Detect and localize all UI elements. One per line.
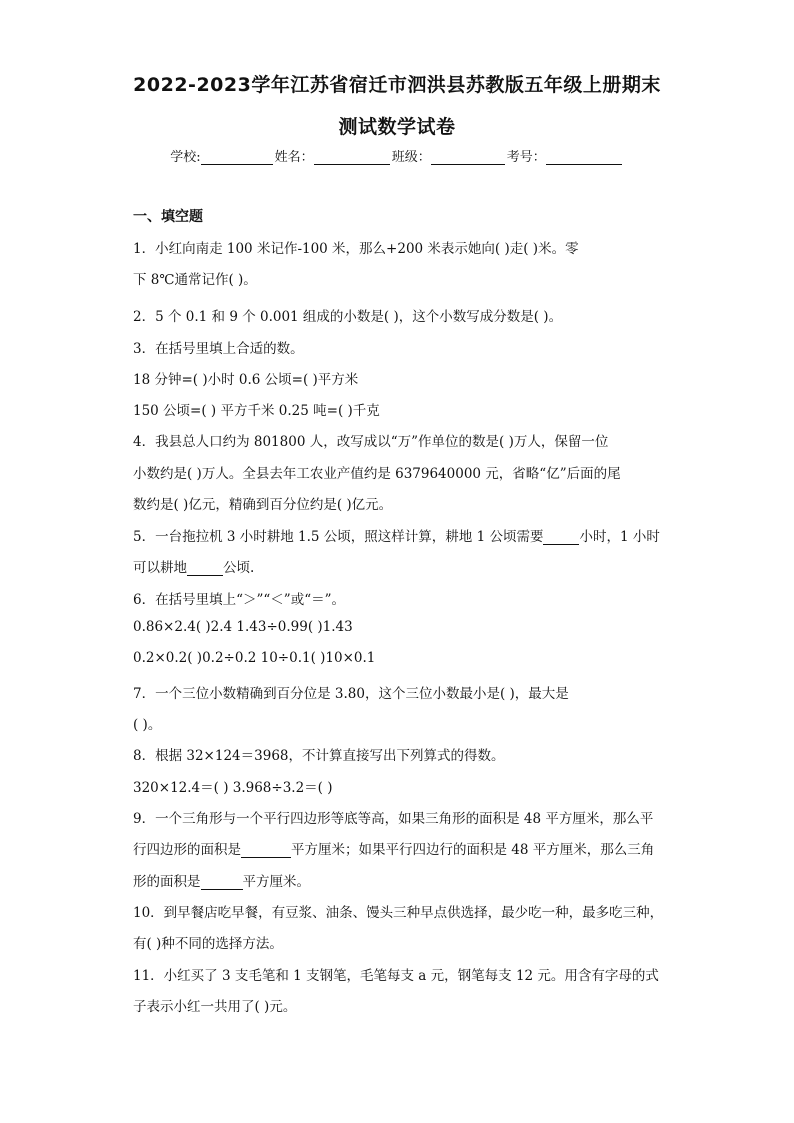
- question-line: 10．到早餐店吃早餐，有豆浆、油条、馒头三种早点供选择，最少吃一种，最多吃三种，: [133, 905, 664, 921]
- question-line: 3．在括号里填上合适的数。: [133, 341, 304, 357]
- question-line: ( )。: [133, 717, 162, 733]
- question-line: 2．5 个 0.1 和 9 个 0.001 组成的小数是( )，这个小数写成分数是( )。: [133, 309, 563, 325]
- q9-parallelogram-text: 行四边形的面积是: [133, 842, 241, 858]
- q9-parallelogram-blank[interactable]: [241, 842, 291, 858]
- q5-area-tail: 公顷.: [223, 560, 255, 576]
- question-line: 下 8℃通常记作( )。: [133, 272, 257, 288]
- name-blank[interactable]: [314, 150, 390, 165]
- question-line: 1．小红向南走 100 米记作-100 米，那么+200 米表示她向( )走( )米。零: [133, 241, 579, 257]
- q5-hours-blank[interactable]: [543, 529, 579, 545]
- question-line: [133, 838, 654, 858]
- school-label: 学校:: [170, 150, 201, 165]
- q9-triangle-text: 形的面积是: [133, 874, 201, 890]
- question-line: 数约是( )亿元，精确到百分位约是( )亿元。: [133, 497, 393, 513]
- question-line: [133, 556, 254, 576]
- q5-text: 5．一台拖拉机 3 小时耕地 1.5 公顷，照这样计算，耕地 1 公顷需要: [133, 529, 544, 545]
- q9-triangle-tail: 平方厘米。: [242, 874, 310, 890]
- question-line: [133, 525, 660, 545]
- question-line: 0.86×2.4( )2.4 1.43÷0.99( )1.43: [133, 619, 353, 635]
- question-line: 小数约是( )万人。全县去年工农业产值约是 6379640000 元，省略“亿”后面的尾: [133, 466, 621, 482]
- section-title: 一、填空题: [133, 209, 203, 225]
- question-line: 9．一个三角形与一个平行四边形等底等高，如果三角形的面积是 48 平方厘米，那么平: [133, 811, 654, 827]
- question-line: 18 分钟=( )小时 0.6 公顷=( )平方米: [133, 372, 359, 388]
- question-line: 7．一个三位小数精确到百分位是 3.80，这个三位小数最小是( )，最大是: [133, 686, 569, 702]
- question-line: 有( )种不同的选择方法。: [133, 936, 283, 952]
- question-line: 320×12.4＝( ) 3.968÷3.2＝( ): [133, 780, 333, 796]
- school-blank[interactable]: [201, 150, 273, 165]
- question-line: 11．小红买了 3 支毛笔和 1 支钢笔，毛笔每支 a 元，钢笔每支 12 元。用含有字母的式: [133, 968, 659, 984]
- q9-parallelogram-tail: 平方厘米；如果平行四边行的面积是 48 平方厘米，那么三角: [291, 842, 655, 858]
- number-label: 考号：: [506, 150, 546, 165]
- number-blank[interactable]: [546, 150, 622, 165]
- question-line: 150 公顷=( ) 平方千米 0.25 吨=( )千克: [133, 403, 380, 419]
- question-line: 0.2×0.2( )0.2÷0.2 10÷0.1( )10×0.1: [133, 650, 376, 666]
- exam-title-line-1: 2022-2023学年江苏省宿迁市泗洪县苏教版五年级上册期末: [133, 74, 661, 96]
- question-line: 4．我县总人口约为 801800 人，改写成以“万”作单位的数是( )万人，保留一位: [133, 434, 609, 450]
- q5-area-text: 可以耕地: [133, 560, 187, 576]
- question-line: 8．根据 32×124＝3968，不计算直接写出下列算式的得数。: [133, 748, 505, 764]
- question-line: [133, 870, 310, 890]
- q5-hours-tail: 小时，1 小时: [579, 529, 660, 545]
- q9-triangle-blank[interactable]: [201, 874, 243, 890]
- student-info-row: [0, 146, 794, 165]
- name-label: 姓名：: [274, 150, 314, 165]
- question-line: 子表示小红一共用了( )元。: [133, 999, 297, 1015]
- q5-area-blank[interactable]: [187, 560, 223, 576]
- exam-title-line-2: 测试数学试卷: [338, 116, 456, 138]
- class-blank[interactable]: [431, 150, 505, 165]
- question-line: 6．在括号里填上“＞”“＜”或“＝”。: [133, 592, 345, 608]
- class-label: 班级：: [391, 150, 431, 165]
